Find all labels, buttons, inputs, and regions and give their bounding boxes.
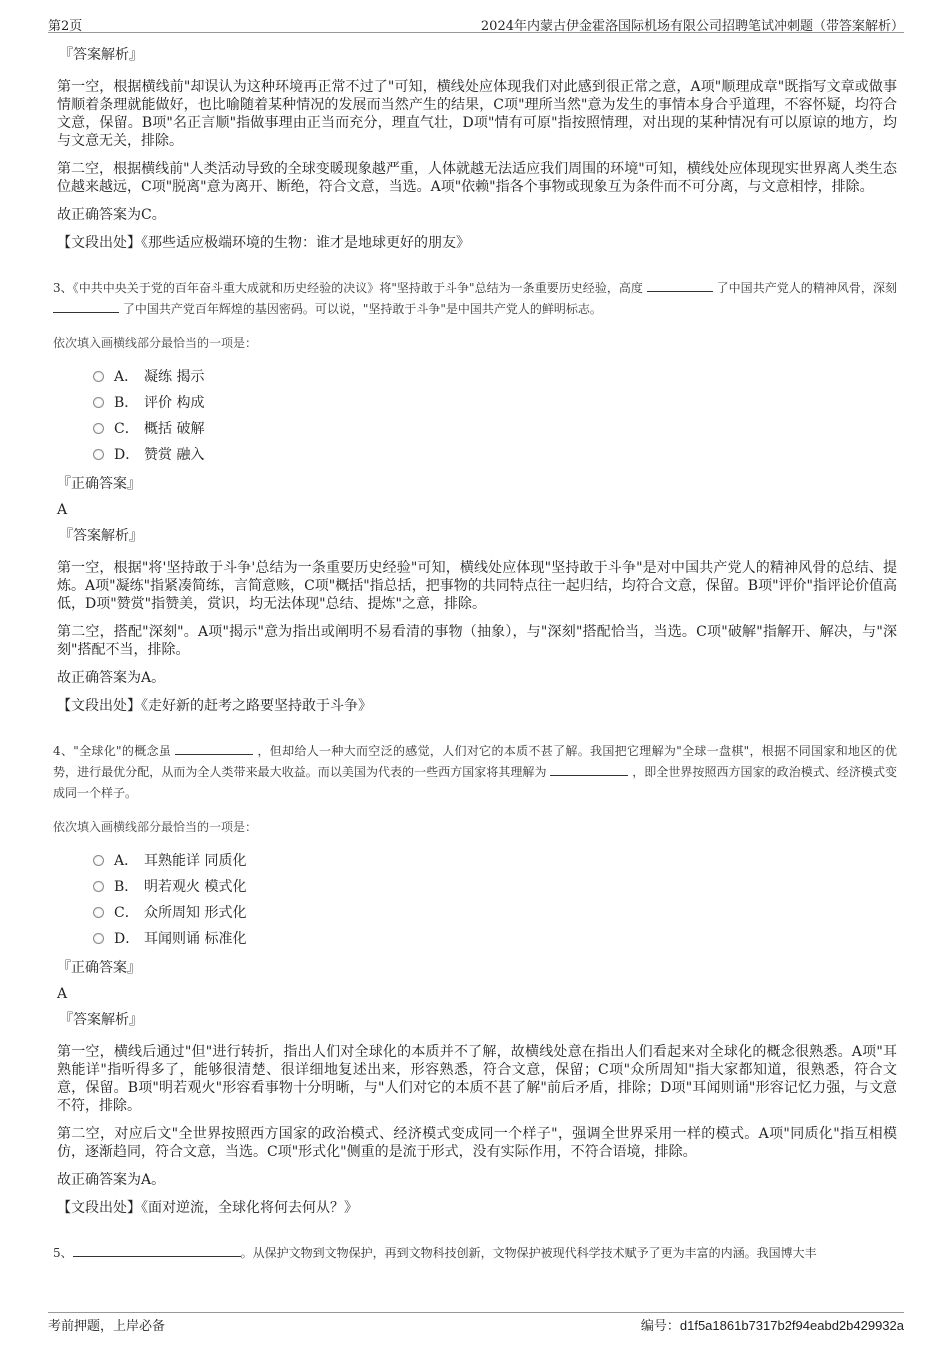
question-3-options — [93, 363, 897, 467]
option-key: D． — [114, 447, 140, 463]
fill-blank — [53, 299, 119, 313]
radio-icon[interactable] — [93, 933, 104, 944]
page-number: 第2页 — [48, 19, 83, 34]
fill-blank — [550, 762, 628, 776]
correct-answer-label: 『正确答案』 — [57, 960, 141, 976]
analysis-label: 『答案解析』 — [59, 528, 143, 544]
option-text: 赞赏 融入 — [144, 447, 205, 463]
analysis-paragraph: 第二空，对应后文"全世界按照西方国家的政治模式、经济模式变成同一个样子"，强调全世界采用一样的模式。A项"同质化"指互相模仿，逐渐趋同，符合文意，当选。C项"形式化"侧重的是流于形式，没有实际作用，不符合语境，排除。 — [57, 1126, 897, 1160]
radio-icon[interactable] — [93, 881, 104, 892]
radio-icon[interactable] — [93, 371, 104, 382]
document-title: 2024年内蒙古伊金霍洛国际机场有限公司招聘笔试冲刺题（带答案解析） — [480, 19, 904, 34]
analysis-label: 『答案解析』 — [59, 47, 143, 63]
option-a[interactable] — [93, 847, 897, 873]
stem-text: 4、"全球化"的概念虽 — [53, 744, 172, 758]
radio-icon[interactable] — [93, 855, 104, 866]
correct-answer-label: 『正确答案』 — [57, 476, 141, 492]
question-instruction: 依次填入画横线部分最恰当的一项是： — [53, 336, 258, 350]
analysis-label: 『答案解析』 — [59, 1012, 143, 1028]
analysis-paragraph: 第一空，根据"将'坚持敢于斗争'总结为一条重要历史经验"可知，横线处应体现"坚持敢于斗争"是对中国共产党人的精神风骨的总结、提炼。A项"凝练"指紧凑简练，言简意赅，C项"概括"指总括，把事物的共同特点往一起归结，均符合文意，保留。B项"评价"指评论价值高低，D项"赞赏"指赞美，赏识，均无法体现"总结、提炼"之意，排除。 — [57, 560, 897, 612]
option-key: C． — [114, 421, 139, 437]
conclusion: 故正确答案为C。 — [57, 207, 166, 223]
fill-blank — [647, 278, 713, 292]
option-key: B． — [114, 395, 139, 411]
document-body — [53, 46, 897, 1278]
option-a[interactable] — [93, 363, 897, 389]
option-b[interactable] — [93, 389, 897, 415]
question-4-stem — [53, 741, 897, 804]
option-c[interactable] — [93, 415, 897, 441]
stem-text: 3、《中共中央关于党的百年奋斗重大成就和历史经验的决议》将"坚持敢于斗争"总结为一条重要历史经验，高度 — [53, 281, 643, 295]
radio-icon[interactable] — [93, 397, 104, 408]
stem-text: ，但却给人一种大而空泛的感觉，人们对它的本质不甚了解。我国把它理解为"全球一盘棋"，根据不同国家和地区的优势，进行最优分配，从而为全人类带来最大收益。而以美国为代表的一些西方国家将其理解为 — [53, 744, 897, 779]
option-text: 评价 构成 — [144, 395, 205, 411]
option-text: 耳闻则诵 标准化 — [144, 931, 247, 947]
conclusion: 故正确答案为A。 — [57, 670, 166, 686]
radio-icon[interactable] — [93, 423, 104, 434]
fill-blank — [73, 1243, 241, 1257]
page-header — [48, 12, 904, 33]
source-citation: 【文段出处】《那些适应极端环境的生物：谁才是地球更好的朋友》 — [57, 235, 470, 251]
analysis-paragraph: 第一空，根据横线前"却误认为这种环境再正常不过了"可知，横线处应体现我们对此感到很正常之意，A项"顺理成章"既指写文章或做事情顺着条理就能做好，也比喻随着某种情况的发展而当然产生的结果，C项"理所当然"意为发生的事情本身合乎道理，不容怀疑，均符合文意，保留。B项"名正言顺"指做事理由正当而充分，理直气壮，D项"情有可原"指按照情理，对出现的某种情况有可以原谅的地方，均与文意无关，排除。 — [57, 79, 897, 149]
radio-icon[interactable] — [93, 907, 104, 918]
question-4-options — [93, 847, 897, 951]
stem-text: ，即全世界按照西方国家的政治模式、经济模式变成同一个样子。 — [53, 765, 897, 800]
option-b[interactable] — [93, 873, 897, 899]
question-5-stem — [53, 1243, 897, 1264]
option-key: A． — [114, 369, 139, 385]
correct-answer: A — [57, 986, 68, 1002]
question-number: 5、 — [53, 1246, 73, 1260]
conclusion: 故正确答案为A。 — [57, 1172, 166, 1188]
analysis-paragraph: 第二空，根据横线前"人类活动导致的全球变暖现象越严重，人体就越无法适应我们周围的环境"可知，横线处应体现现实世界离人类生态位越来越远，C项"脱离"意为离开、断绝，符合文意，当选。A项"依赖"指各个事物或现象互为条件而不可分离，与文意相悖，排除。 — [57, 161, 897, 195]
option-text: 耳熟能详 同质化 — [144, 853, 247, 869]
option-text: 概括 破解 — [144, 421, 205, 437]
fill-blank — [175, 741, 253, 755]
stem-text: 了中国共产党人的精神风骨，深刻 — [716, 281, 897, 295]
question-3-stem — [53, 278, 897, 320]
source-citation: 【文段出处】《走好新的赶考之路要坚持敢于斗争》 — [57, 698, 372, 714]
option-key: A． — [114, 853, 139, 869]
option-text: 众所周知 形式化 — [144, 905, 247, 921]
analysis-paragraph: 第二空，搭配"深刻"。A项"揭示"意为指出或阐明不易看清的事物（抽象），与"深刻"搭配恰当，当选。C项"破解"指解开、解决，与"深刻"搭配不当，排除。 — [57, 624, 897, 658]
option-c[interactable] — [93, 899, 897, 925]
stem-text: 。从保护文物到文物保护，再到文物科技创新，文物保护被现代科学技术赋予了更为丰富的内涵。我国博大丰 — [240, 1246, 817, 1260]
question-instruction: 依次填入画横线部分最恰当的一项是： — [53, 820, 258, 834]
option-text: 凝练 揭示 — [144, 369, 205, 385]
radio-icon[interactable] — [93, 449, 104, 460]
option-key: D． — [114, 931, 140, 947]
option-d[interactable] — [93, 441, 897, 467]
page-footer — [48, 1312, 904, 1334]
source-citation: 【文段出处】《面对逆流，全球化将何去何从？》 — [57, 1200, 358, 1216]
analysis-paragraph: 第一空，横线后通过"但"进行转折，指出人们对全球化的本质并不了解，故横线处意在指出人们看起来对全球化的概念很熟悉。A项"耳熟能详"指听得多了，能够很清楚、很详细地复述出来，形容熟悉，符合文意，保留；C项"众所周知"指大家都知道，很熟悉，符合文意，保留。B项"明若观火"形容看事物十分明晰，与"人们对它的本质不甚了解"前后矛盾，排除；D项"耳闻则诵"形容记忆力强，与文意不符，排除。 — [57, 1044, 897, 1114]
correct-answer: A — [57, 502, 68, 518]
option-key: B． — [114, 879, 139, 895]
option-text: 明若观火 模式化 — [144, 879, 247, 895]
option-d[interactable] — [93, 925, 897, 951]
footer-slogan: 考前押题，上岸必备 — [48, 1319, 166, 1334]
option-key: C． — [114, 905, 139, 921]
stem-text: 了中国共产党百年辉煌的基因密码。可以说，"坚持敢于斗争"是中国共产党人的鲜明标志。 — [122, 302, 602, 316]
document-id: 编号：d1f5a1861b7317b2f94eabd2b429932a — [640, 1318, 904, 1333]
